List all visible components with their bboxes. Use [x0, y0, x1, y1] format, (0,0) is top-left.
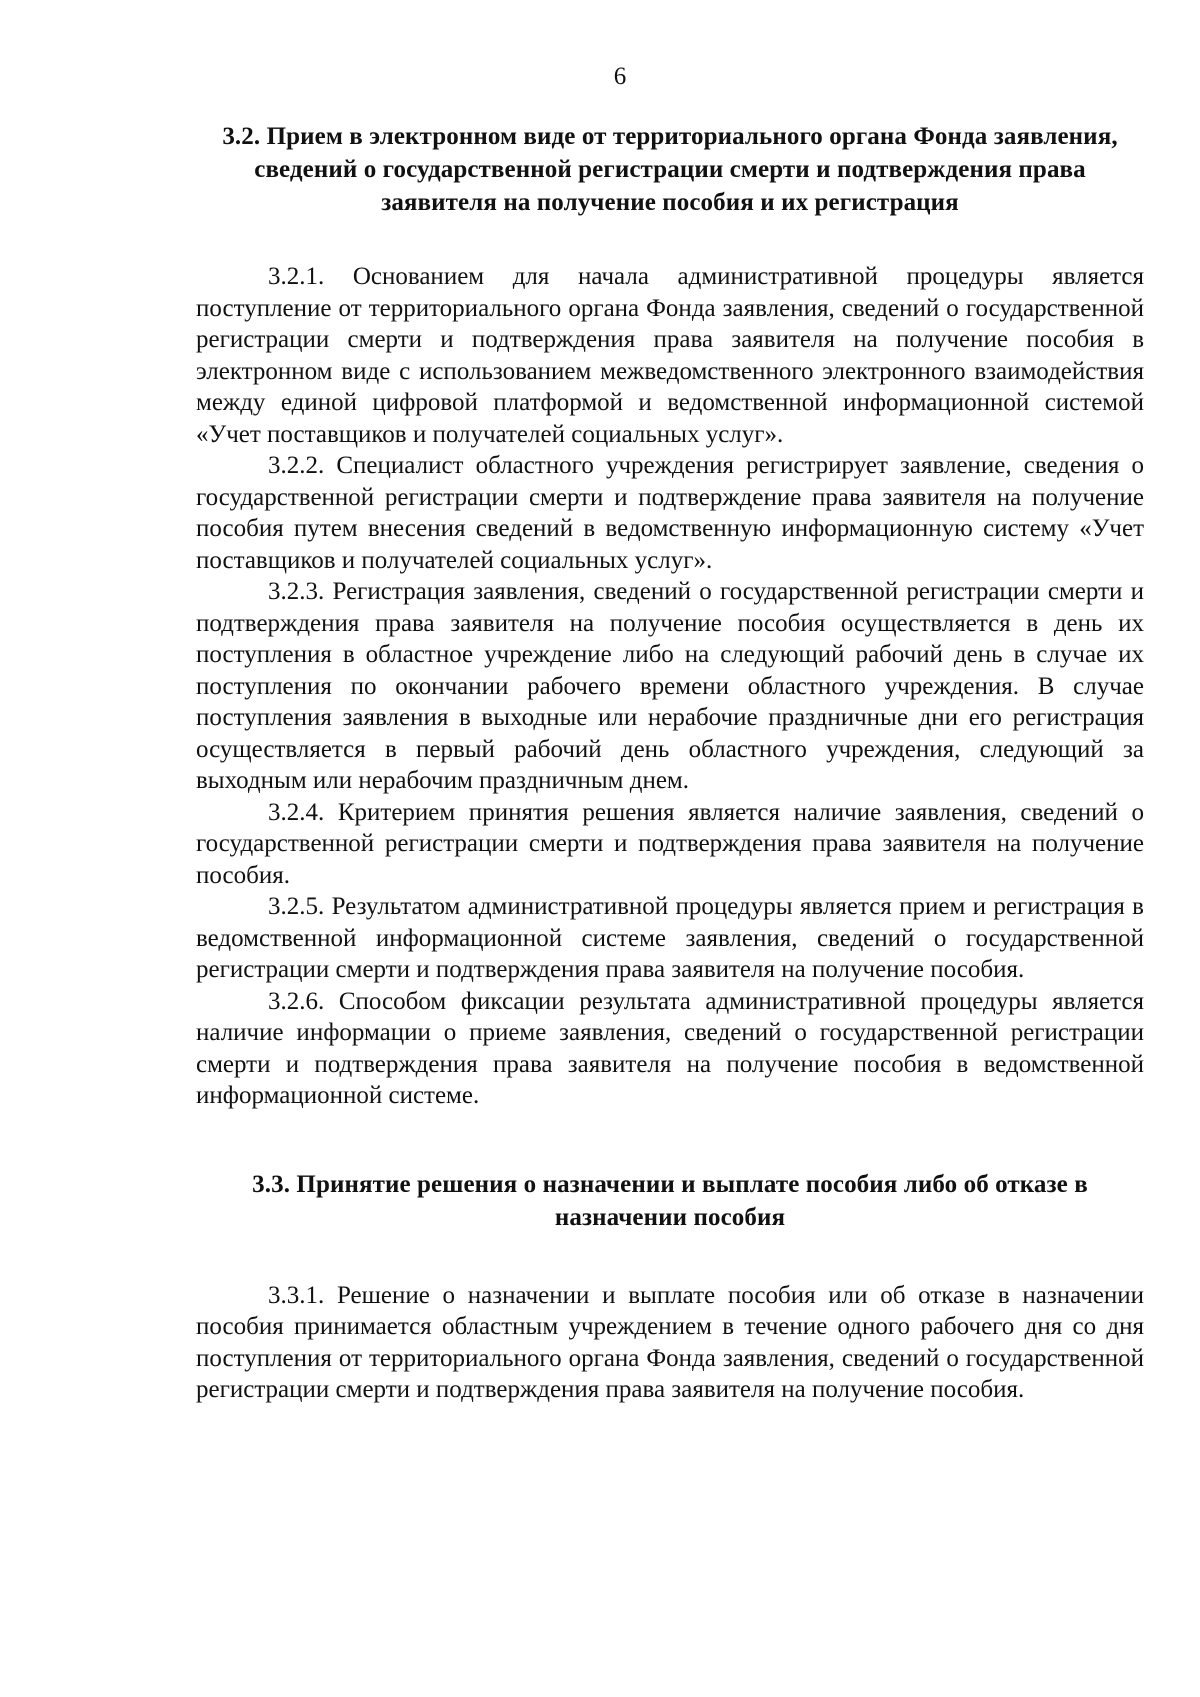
paragraph-3-2-5: 3.2.5. Результатом административной процедуры является прием и регистрация в ведомственной информационной системе заявления, сведений о государственной регистрации смерти и подтверждения права заявителя на получение пособия.	[196, 893, 1144, 983]
paragraph-3-2-2: 3.2.2. Специалист областного учреждения регистрирует заявление, сведения о государственной регистрации смерти и подтверждение права заявителя на получение пособия путем внесения сведений в ведомственную информационную систему «Учет поставщиков и получателей социальных услуг».	[196, 452, 1144, 574]
section-heading-3-3: 3.3. Принятие решения о назначении и выплате пособия либо об отказе в назначении пособия	[252, 1170, 1088, 1231]
paragraph-3-2-4: 3.2.4. Критерием принятия решения является наличие заявления, сведений о государственной регистрации смерти и подтверждения права заявителя на получение пособия.	[196, 798, 1144, 889]
page-number: 6	[613, 63, 627, 90]
paragraph-3-3-1: 3.3.1. Решение о назначении и выплате пособия или об отказе в назначении пособия принимается областным учреждением в течение одного рабочего дня со дня поступления от территориального органа Фонда заявления, сведений о государственной регистрации смерти и подтверждения права заявителя на получение пособия.	[196, 1281, 1144, 1403]
paragraph-3-2-3: 3.2.3. Регистрация заявления, сведений о государственной регистрации смерти и подтверждения права заявителя на получение пособия осуществляется в день их поступления в областное учреждение либо на следующий рабочий день в случае их поступления по окончании рабочего времени областного учреждения. В случае поступления заявления в выходные или нерабочие праздничные дни его регистрация осуществляется в первый рабочий день областного учреждения, следующий за выходным или нерабочим праздничным днем.	[196, 578, 1144, 794]
paragraph-3-2-1: 3.2.1. Основанием для начала административной процедуры является поступление от территориального органа Фонда заявления, сведений о государственной регистрации смерти и подтверждения права заявителя на получение пособия в электронном виде с использованием межведомственного электронного взаимодействия между единой цифровой платформой и ведомственной информационной системой «Учет поставщиков и получателей социальных услуг».	[196, 263, 1144, 448]
document-body	[196, 120, 1144, 1406]
paragraph-3-2-6: 3.2.6. Способом фиксации результата административной процедуры является наличие информации о приеме заявления, сведений о государственной регистрации смерти и подтверждения права заявителя на получение пособия в ведомственной информационной системе.	[196, 987, 1144, 1109]
section-heading-3-2: 3.2. Прием в электронном виде от территориального органа Фонда заявления, сведений о государственной регистрации смерти и подтверждения права заявителя на получение пособия и их регистрация	[222, 123, 1118, 216]
